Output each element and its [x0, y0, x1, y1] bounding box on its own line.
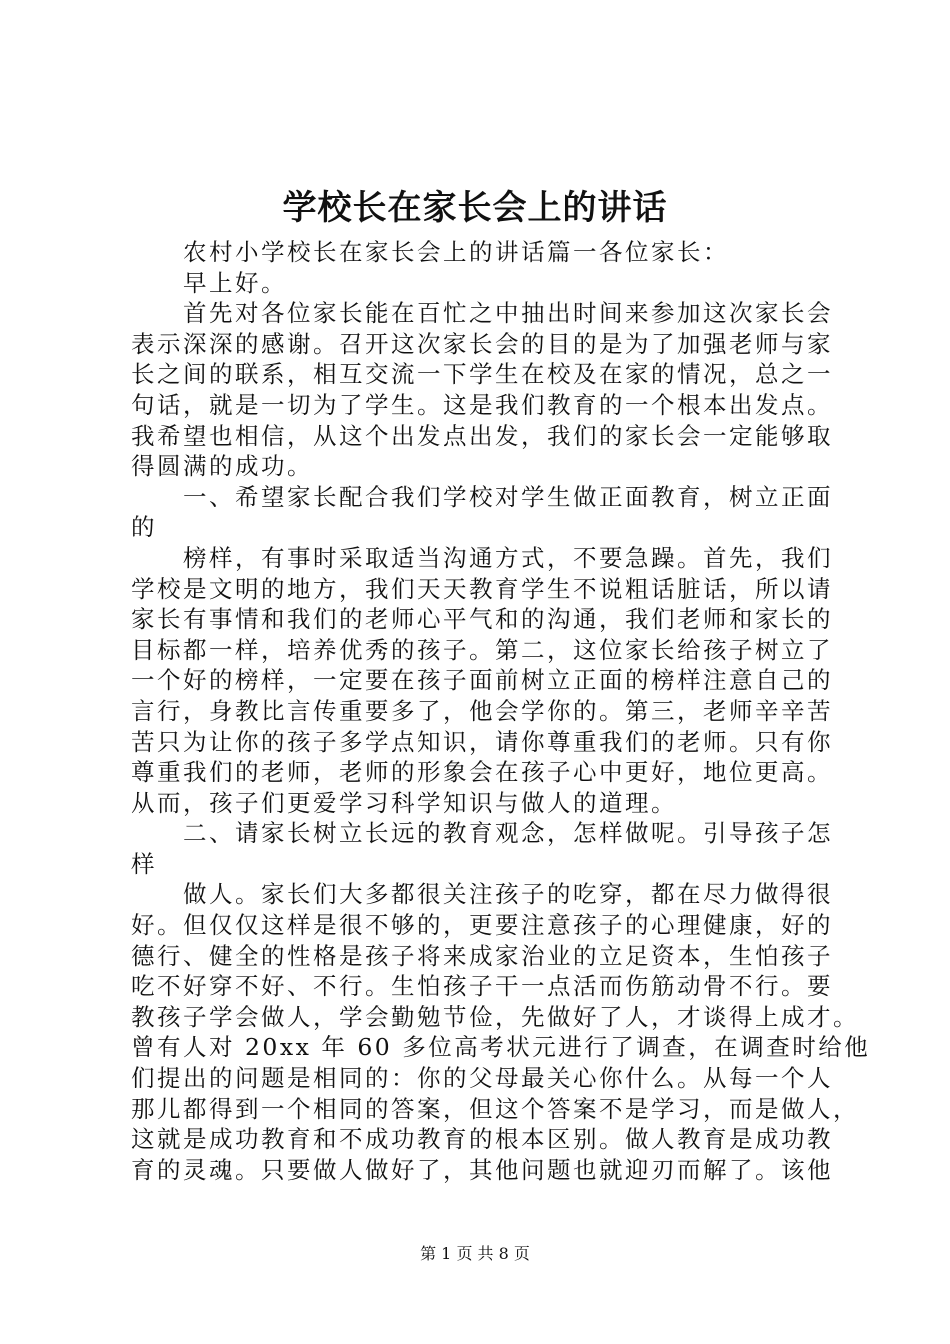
text-line: 榜样，有事时采取适当沟通方式，不要急躁。首先，我们: [183, 543, 833, 572]
text-line: 首先对各位家长能在百忙之中抽出时间来参加这次家长会: [183, 299, 833, 328]
text-line: 苦只为让你的孩子多学点知识，请你尊重我们的老师。只有你: [131, 727, 833, 756]
text-line: 做人。家长们大多都很关注孩子的吃穿，都在尽力做得很: [183, 880, 833, 909]
text-line: 样: [131, 849, 157, 878]
text-line: 育的灵魂。只要做人做好了，其他问题也就迎刃而解了。该他: [131, 1155, 833, 1184]
text-line: 言行，身教比言传重要多了，他会学你的。第三，老师辛辛苦: [131, 696, 833, 725]
text-line: 好。但仅仅这样是很不够的，更要注意孩子的心理健康，好的: [131, 911, 833, 940]
text-line: 一个好的榜样，一定要在孩子面前树立正面的榜样注意自己的: [131, 666, 833, 695]
text-line: 从而，孩子们更爱学习科学知识与做人的道理。: [131, 788, 677, 817]
text-line: 一、希望家长配合我们学校对学生做正面教育，树立正面: [183, 482, 833, 511]
text-line: 家长有事情和我们的老师心平气和的沟通，我们老师和家长的: [131, 605, 833, 634]
text-line: 曾有人对 20xx 年 60 多位高考状元进行了调查，在调查时给他: [131, 1033, 871, 1062]
text-line: 农村小学校长在家长会上的讲话篇一各位家长：: [183, 238, 729, 266]
text-line: 这就是成功教育和不成功教育的根本区别。做人教育是成功教: [131, 1125, 833, 1154]
text-line: 早上好。: [183, 268, 287, 297]
text-line: 二、请家长树立长远的教育观念，怎样做呢。引导孩子怎: [183, 819, 833, 848]
text-line: 的: [131, 513, 157, 542]
text-line: 教孩子学会做人，学会勤勉节俭，先做好了人，才谈得上成才。: [131, 1002, 859, 1031]
document-title: 学校长在家长会上的讲话: [282, 188, 668, 228]
text-line: 尊重我们的老师，老师的形象会在孩子心中更好，地位更高。: [131, 758, 833, 787]
text-line: 学校是文明的地方，我们天天教育学生不说粗话脏话，所以请: [131, 574, 833, 603]
text-line: 那儿都得到一个相同的答案，但这个答案不是学习，而是做人，: [131, 1094, 859, 1123]
text-line: 句话，就是一切为了学生。这是我们教育的一个根本出发点。: [131, 390, 833, 419]
document-body: [131, 237, 871, 1185]
text-line: 表示深深的感谢。召开这次家长会的目的是为了加强老师与家: [131, 329, 833, 358]
text-line: 我希望也相信，从这个出发点出发，我们的家长会一定能够取: [131, 421, 833, 450]
text-line: 德行、健全的性格是孩子将来成家治业的立足资本，生怕孩子: [131, 941, 833, 970]
page-number-footer: 第 1 页 共 8 页: [420, 1244, 530, 1263]
text-line: 得圆满的成功。: [131, 452, 313, 481]
text-line: 长之间的联系，相互交流一下学生在校及在家的情况，总之一: [131, 360, 833, 389]
text-line: 们提出的问题是相同的：你的父母最关心你什么。从每一个人: [131, 1064, 833, 1093]
text-line: 目标都一样，培养优秀的孩子。第二，这位家长给孩子树立了: [131, 635, 833, 664]
text-line: 吃不好穿不好、不行。生怕孩子干一点活而伤筋动骨不行。要: [131, 972, 833, 1001]
